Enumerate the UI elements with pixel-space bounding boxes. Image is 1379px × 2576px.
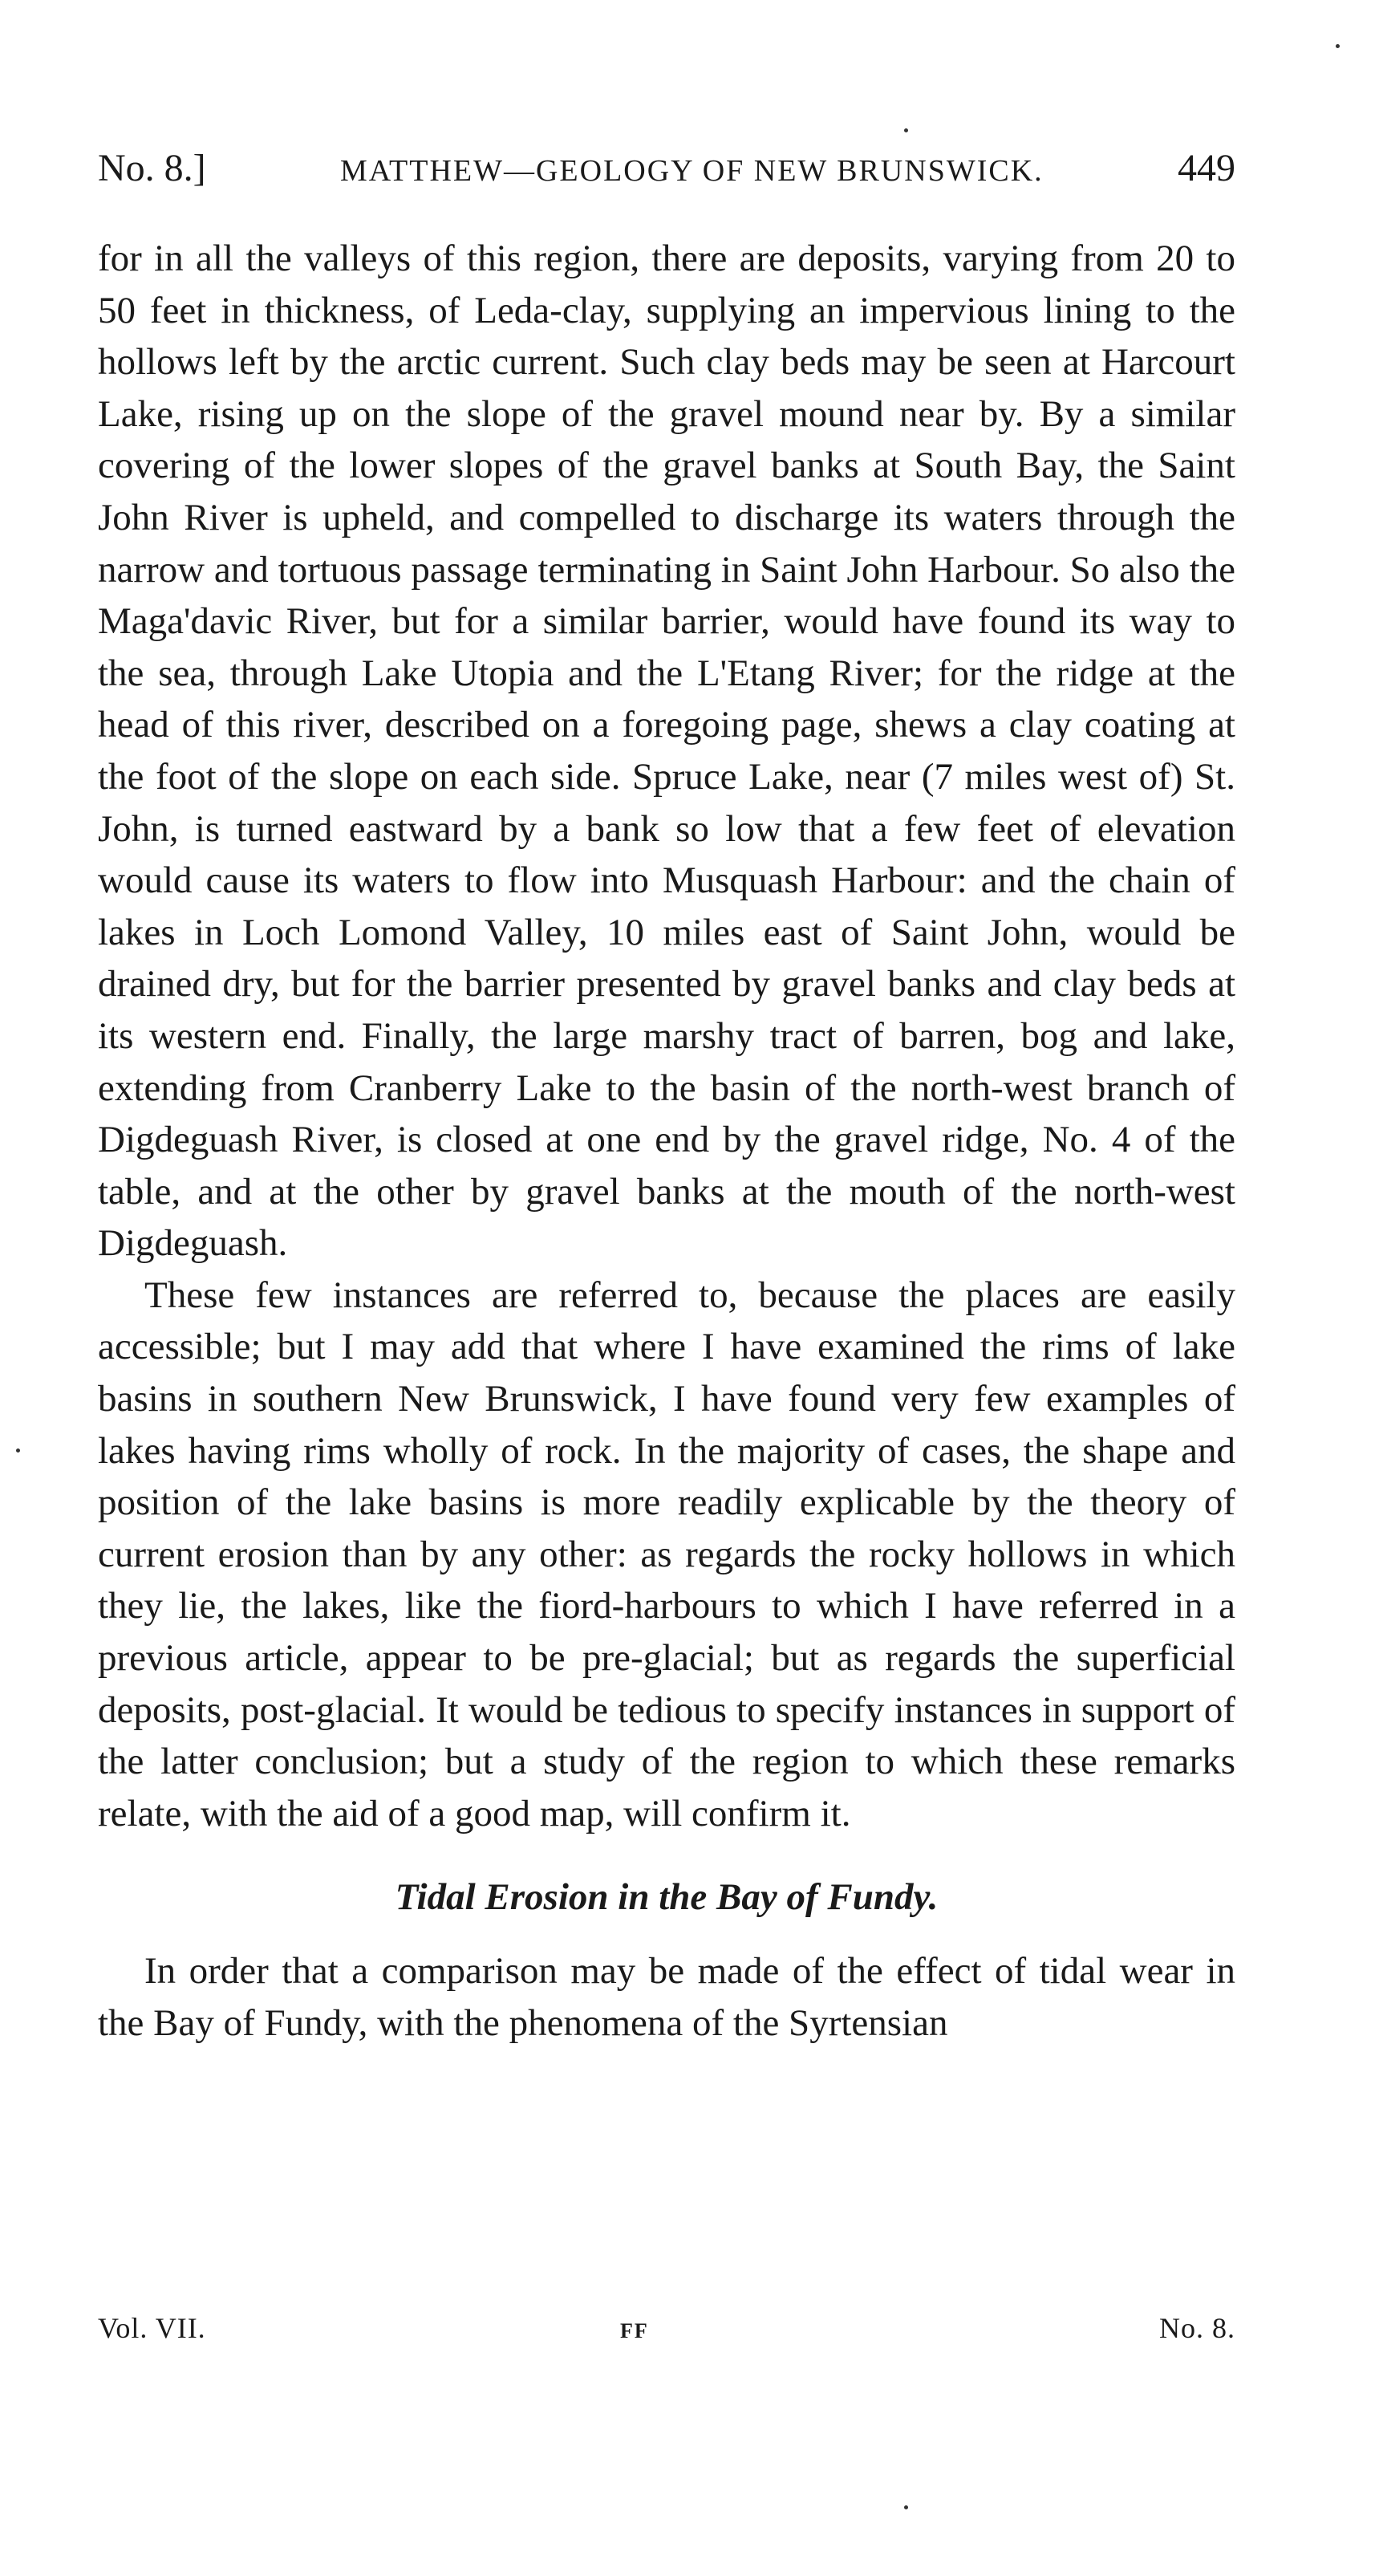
running-header [98,146,1235,210]
page-number: 449 [1178,147,1235,189]
running-title: MATTHEW—GEOLOGY OF NEW BRUNSWICK. [340,154,1044,188]
body-text [98,233,1235,2050]
print-speck [16,1448,20,1453]
page-footer [98,2311,1235,2345]
section-heading: Tidal Erosion in the Bay of Fundy. [395,1876,939,1919]
paragraph-2: These few instances are referred to, because the places are easily accessible; but I may add that where I have examined the rims of lake basins in southern New Brunswick, I have found very few examples of lakes having rims wholly of rock. In the majority of cases, the shape and position of the lake basins is more readily explicable by the theory of current erosion than by any other: as regards the rocky hollows in which they lie, the lakes, like the fiord-harbours to which I have referred in a previous article, appear to be pre-glacial; but as regards the superficial deposits, post-glacial. It would be tedious to specify instances in support of the latter conclusion; but a study of the region to which these remarks relate, with the aid of a good map, will confirm it. [98,1274,1235,1834]
issue-number: No. 8.] [98,147,206,189]
signature-mark: FF [619,2319,649,2342]
print-speck [904,2505,908,2509]
volume-label: Vol. VII. [98,2312,206,2344]
print-speck [904,128,908,132]
paragraph-1: for in all the valleys of this region, there are deposits, varying from 20 to 50 feet in thickness, of Leda-clay, supplying an impervious lining to the hollows left by the arctic current. Such clay beds may be seen at Harcourt Lake, rising up on the slope of the gravel mound near by. By a similar covering of the lower slopes of the gravel banks at South Bay, the Saint John River is upheld, and compelled to discharge its waters through the narrow and tortuous passage terminating in Saint John Harbour. So also the Maga'davic River, but for a similar barrier, would have found its way to the sea, through Lake Utopia and the L'Etang River; for the ridge at the head of this river, described on a foregoing page, shews a clay coating at the foot of the slope on each side. Spruce Lake, near (7 miles west of) St. John, is turned eastward by a bank so low that a few feet of elevation would cause its waters to flow into Musquash Harbour: and the chain of lakes in Loch Lomond Valley, 10 miles east of Saint John, would be drained dry, but for the barrier presented by gravel banks and clay beds at its western end. Finally, the large marshy tract of barren, bog and lake, extending from Cranberry Lake to the basin of the north-west branch of Digdeguash River, is closed at one end by the gravel ridge, No. 4 of the table, and at the other by gravel banks at the mouth of the north-west Digdeguash. [98,238,1235,1265]
paragraph-3: In order that a comparison may be made of the effect of tidal wear in the Bay of Fundy, with the phenomena of the Syrtensian [98,1950,1235,2044]
print-speck [1336,44,1340,48]
footer-issue-number: No. 8. [1158,2312,1235,2344]
